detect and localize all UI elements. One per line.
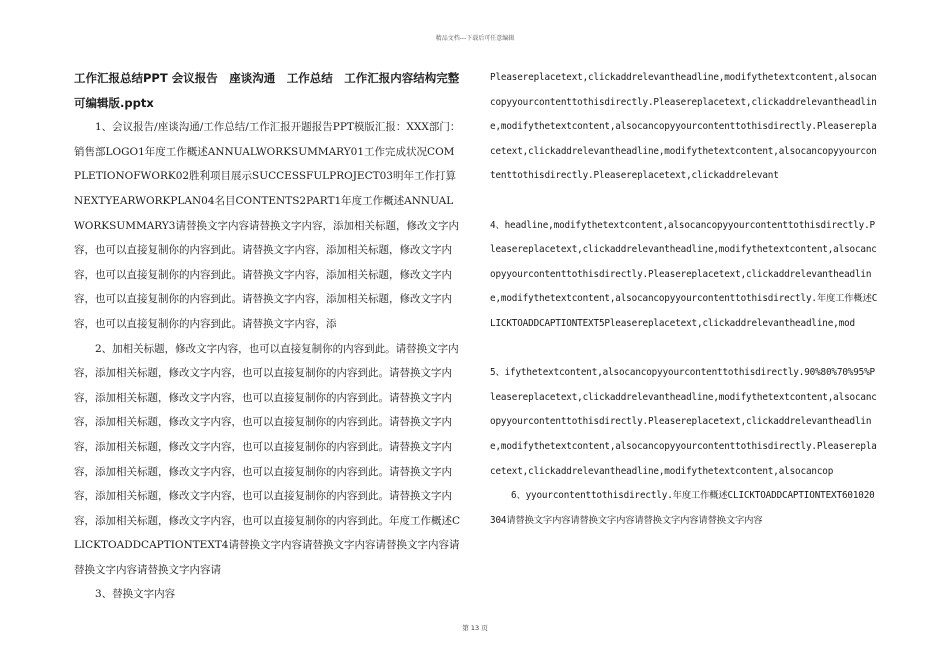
paragraph-6: 6、yyourcontenttothisdirectly.年度工作概述CLICKTOADDCAPTIONTEXT601020304请替换文字内容请替换文字内容请替换文字内容请替换文字内容	[490, 490, 875, 526]
page-header: 精品文档---下载后可任意编辑	[435, 35, 515, 42]
paragraph-gap	[490, 189, 878, 214]
paragraph-1: 1、会议报告/座谈沟通/工作总结/工作汇报开题报告PPT模版汇报：XXX部门：销售部LOGO1年度工作概述ANNUALWORKSUMMARY01工作完成状况COMPLETIONOFWORK02胜利项目展示SUCCESSFULPROJECT03明年工作打算NEXTYEARWORKPLAN04名目CONTENTS2PART1年度工作概述ANNUALWORKSUMMARY3请替换文字内容请替换文字内容，添加相关标题，修改文字内容，也可以直接复制你的内容到此。请替换文字内容，添加相关标题，修改文字内容，也可以直接复制你的内容到此。请替换文字内容，添加相关标题，修改文字内容，也可以直接复制你的内容到此。请替换文字内容，添加相关标题，修改文字内容，也可以直接复制你的内容到此。请替换文字内容，添	[74, 121, 461, 330]
paragraph-continued: Pleasereplacetext,clickaddrelevantheadline,modifythetextcontent,alsocancopyyourcontenttothisdirectly.Pleasereplacetext,clickaddrelevantheadline,modifythetextcontent,alsocancopyyourcontenttothisdirectly.Pleasereplacetext,clickaddrelevantheadline,modifythetextcontent,alsocancopyyourcontenttothisdirectly.Pleasereplacetext,clickaddrelevant	[490, 72, 877, 182]
paragraph-3: 3、替换文字内容	[95, 588, 176, 601]
right-column	[490, 66, 878, 533]
paragraph-4: 4、headline,modifythetextcontent,alsocancopyyourcontenttothisdirectly.Pleasereplacetext,clickaddrelevantheadline,modifythetextcontent,alsocancopyyourcontenttothisdirectly.Pleasereplacetext,clickaddrelevantheadline,modifythetextcontent,alsocancopyyourcontenttothisdirectly.年度工作概述CLICKTOADDCAPTIONTEXT5Pleasereplacetext,clickaddrelevantheadline,mod	[490, 219, 878, 329]
paragraph-5: 5、ifythetextcontent,alsocancopyyourcontenttothisdirectly.90%80%70%95%Pleasereplacetext,clickaddrelevantheadline,modifythetextcontent,alsocancopyyourcontenttothisdirectly.Pleasereplacetext,clickaddrelevantheadline,modifythetextcontent,alsocancopyyourcontenttothisdirectly.Pleasereplacetext,clickaddrelevantheadline,modifythetextcontent,alsocancop	[490, 367, 877, 477]
document-title: 工作汇报总结PPT 会议报告 座谈沟通 工作总结 工作汇报内容结构完整可编辑版.pptx	[74, 71, 460, 110]
paragraph-2: 2、加相关标题，修改文字内容，也可以直接复制你的内容到此。请替换文字内容，添加相关标题，修改文字内容，也可以直接复制你的内容到此。请替换文字内容，添加相关标题，修改文字内容，也可以直接复制你的内容到此。请替换文字内容，添加相关标题，修改文字内容，也可以直接复制你的内容到此。请替换文字内容，添加相关标题，修改文字内容，也可以直接复制你的内容到此。请替换文字内容，添加相关标题，修改文字内容，也可以直接复制你的内容到此。请替换文字内容，添加相关标题，修改文字内容，也可以直接复制你的内容到此。请替换文字内容，添加相关标题，修改文字内容，也可以直接复制你的内容到此。年度工作概述CLICKTOADDCAPTIONTEXT4请替换文字内容请替换文字内容请替换文字内容请替换文字内容请替换文字内容请	[74, 342, 461, 576]
page-footer: 第 13 页	[462, 624, 488, 632]
left-column	[74, 66, 461, 607]
paragraph-gap	[490, 337, 878, 362]
